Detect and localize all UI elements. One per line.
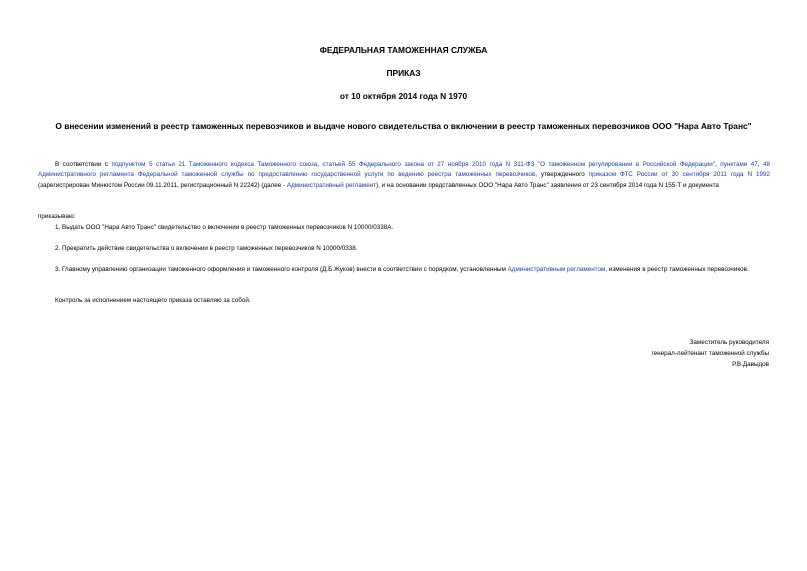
agency-heading: ФЕДЕРАЛЬНАЯ ТАМОЖЕННАЯ СЛУЖБА (319, 45, 488, 55)
order-word: приказываю: (38, 213, 76, 220)
preamble-paragraph (38, 160, 770, 191)
link-tamozhenny-kodeks[interactable]: подпунктом 5 статьи 21 Таможенного кодекса Таможенного союза (111, 161, 318, 168)
preamble-text: , утвержденного (535, 171, 589, 179)
link-punkt-47[interactable]: пунктами 47 (720, 161, 758, 168)
link-admin-reglament[interactable]: Административный регламент (286, 181, 377, 189)
document-title: О внесении изменений в реестр таможенных перевозчиков и выдаче нового свидетельства о включении в реестр таможенных перевозчиков ООО "Нара Авто Транс" (55, 121, 752, 131)
item-3-text: 3. Главному управлению организации таможенного оформления и таможенного контроля (Д.Б.Жуков) внести в соответствии с порядком, установленным (55, 266, 508, 273)
signature-block (652, 337, 770, 370)
order-item-1: 1. Выдать ООО "Нара Авто Транс" свидетельство о включении в реестр таможенных перевозчиков N 10000/0338А. (55, 224, 394, 231)
doc-type-heading: ПРИКАЗ (386, 68, 421, 78)
control-statement: Контроль за исполнением настоящего приказа оставляю за собой. (55, 297, 251, 304)
order-item-2: 2. Прекратить действие свидетельства о включении в реестр таможенных перевозчиков N 10000/0338. (55, 245, 358, 252)
signer-name: Р.В.Давыдов (732, 361, 769, 368)
preamble-text: В соответствии с (55, 161, 112, 168)
signer-position: Заместитель руководителя (689, 339, 769, 346)
preamble-text: , (715, 161, 721, 168)
link-federal-law-311[interactable]: статьей 55 Федерального закона от 27 ноября 2010 года N 311-ФЗ "О таможенном регулировании в Российской Федерации" (322, 161, 716, 168)
link-admin-reglament-punkt-48[interactable]: 48 Административного регламента Федеральной таможенной службы по предоставлению государственной услуги по ведению реестра таможенных перевозчиков (38, 161, 771, 179)
link-prikaz-fts-1992[interactable]: приказом ФТС России от 30 сентября 2011 года N 1992 (588, 171, 770, 179)
signer-rank: генерал-лейтенант таможенной службы (651, 350, 769, 357)
doc-date-line: от 10 октября 2014 года N 1970 (339, 91, 468, 101)
preamble-text: , (757, 161, 764, 168)
preamble-text: ), и на основании представленных ООО "Нара Авто Транс" заявления от 23 сентября 2014 года N 155-Т и документа (376, 181, 719, 189)
item-3-text: , изменения в реестр таможенных перевозчиков. (605, 266, 749, 273)
link-admin-reglament-item3[interactable]: Административным регламентом (507, 266, 606, 273)
preamble-text: (зарегистрирован Минюстом России 09.11.2011, регистрационный N 22242) (далее - (38, 181, 287, 189)
preamble-text: , (317, 161, 323, 168)
order-item-3 (38, 265, 770, 275)
